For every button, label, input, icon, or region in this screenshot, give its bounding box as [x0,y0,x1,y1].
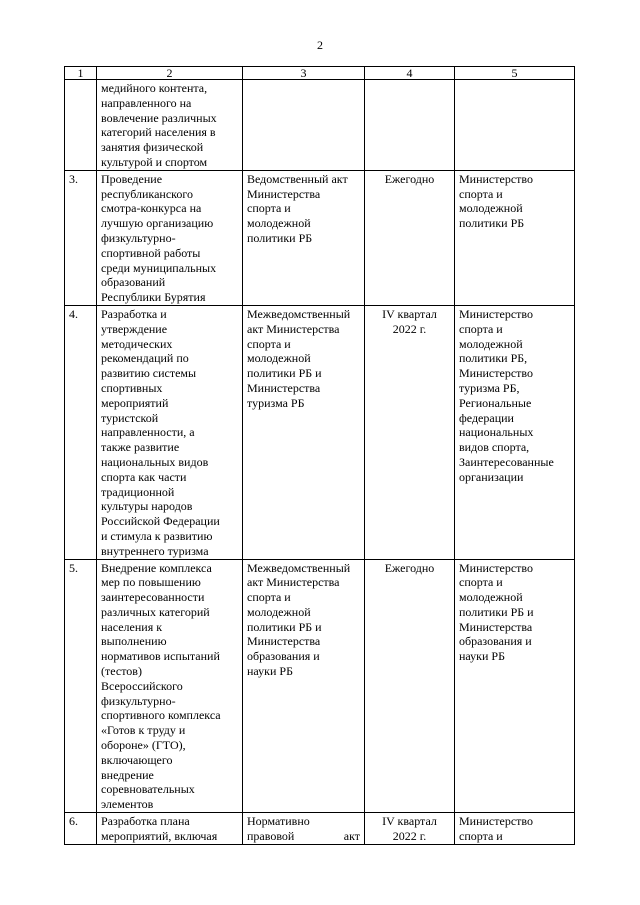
row-number: 5. [65,559,97,813]
row-number: 4. [65,305,97,559]
act-cell: Межведомственный акт Министерства спорта и молодежной политики РБ и Министерства образования и науки РБ [243,559,365,813]
table-row [65,170,575,305]
header-cell: 2 [97,67,243,80]
act-line: Нормативно [247,814,310,829]
act-cell [243,80,365,171]
period-cell: Ежегодно [365,559,455,813]
responsible-cell: Министерство спорта и молодежной политики РБ, Министерство туризма РБ, Региональные федерации национальных видов спорта, Заинтересованные организации [455,305,575,559]
event-cell: Разработка плана мероприятий, включая [97,813,243,845]
row-number: 6. [65,813,97,845]
header-cell: 1 [65,67,97,80]
table-row [65,305,575,559]
header-cell: 4 [365,67,455,80]
table-header-row [65,67,575,80]
table-row [65,813,575,845]
header-cell: 5 [455,67,575,80]
row-number [65,80,97,171]
act-cell: Межведомственный акт Министерства спорта и молодежной политики РБ и Министерства туризма РБ [243,305,365,559]
table-row [65,80,575,171]
event-cell: медийного контента, направленного на вовлечение различных категорий населения в занятия физической культурой и спортом [97,80,243,171]
period-cell: Ежегодно [365,170,455,305]
responsible-cell [455,80,575,171]
plan-table [64,66,575,845]
row-number: 3. [65,170,97,305]
table-row [65,559,575,813]
page-number: 2 [317,38,323,52]
act-line-justified: правовой акт [247,828,360,843]
period-cell [365,80,455,171]
event-cell: Проведение республиканского смотра-конкурса на лучшую организацию физкультурно- спортивной работы среди муниципальных образований Республики Бурятия [97,170,243,305]
responsible-cell: Министерство спорта и молодежной политики РБ и Министерства образования и науки РБ [455,559,575,813]
period-cell: IV квартал 2022 г. [365,813,455,845]
responsible-cell: Министерство спорта и молодежной политики РБ [455,170,575,305]
header-cell: 3 [243,67,365,80]
act-cell: Ведомственный акт Министерства спорта и молодежной политики РБ [243,170,365,305]
responsible-cell: Министерство спорта и [455,813,575,845]
period-cell: IV квартал 2022 г. [365,305,455,559]
act-cell [243,813,365,845]
event-cell: Внедрение комплекса мер по повышению заинтересованности различных категорий населения к выполнению нормативов испытаний (тестов) Всероссийского физкультурно- спортивного комплекса «Готов к труду и обороне» (ГТО), включающего внедрение соревновательных элементов [97,559,243,813]
event-cell: Разработка и утверждение методических рекомендаций по развитию системы спортивных мероприятий туристской направленности, а также развитие национальных видов спорта как части традиционной культуры народов Российской Федерации и стимула к развитию внутреннего туризма [97,305,243,559]
